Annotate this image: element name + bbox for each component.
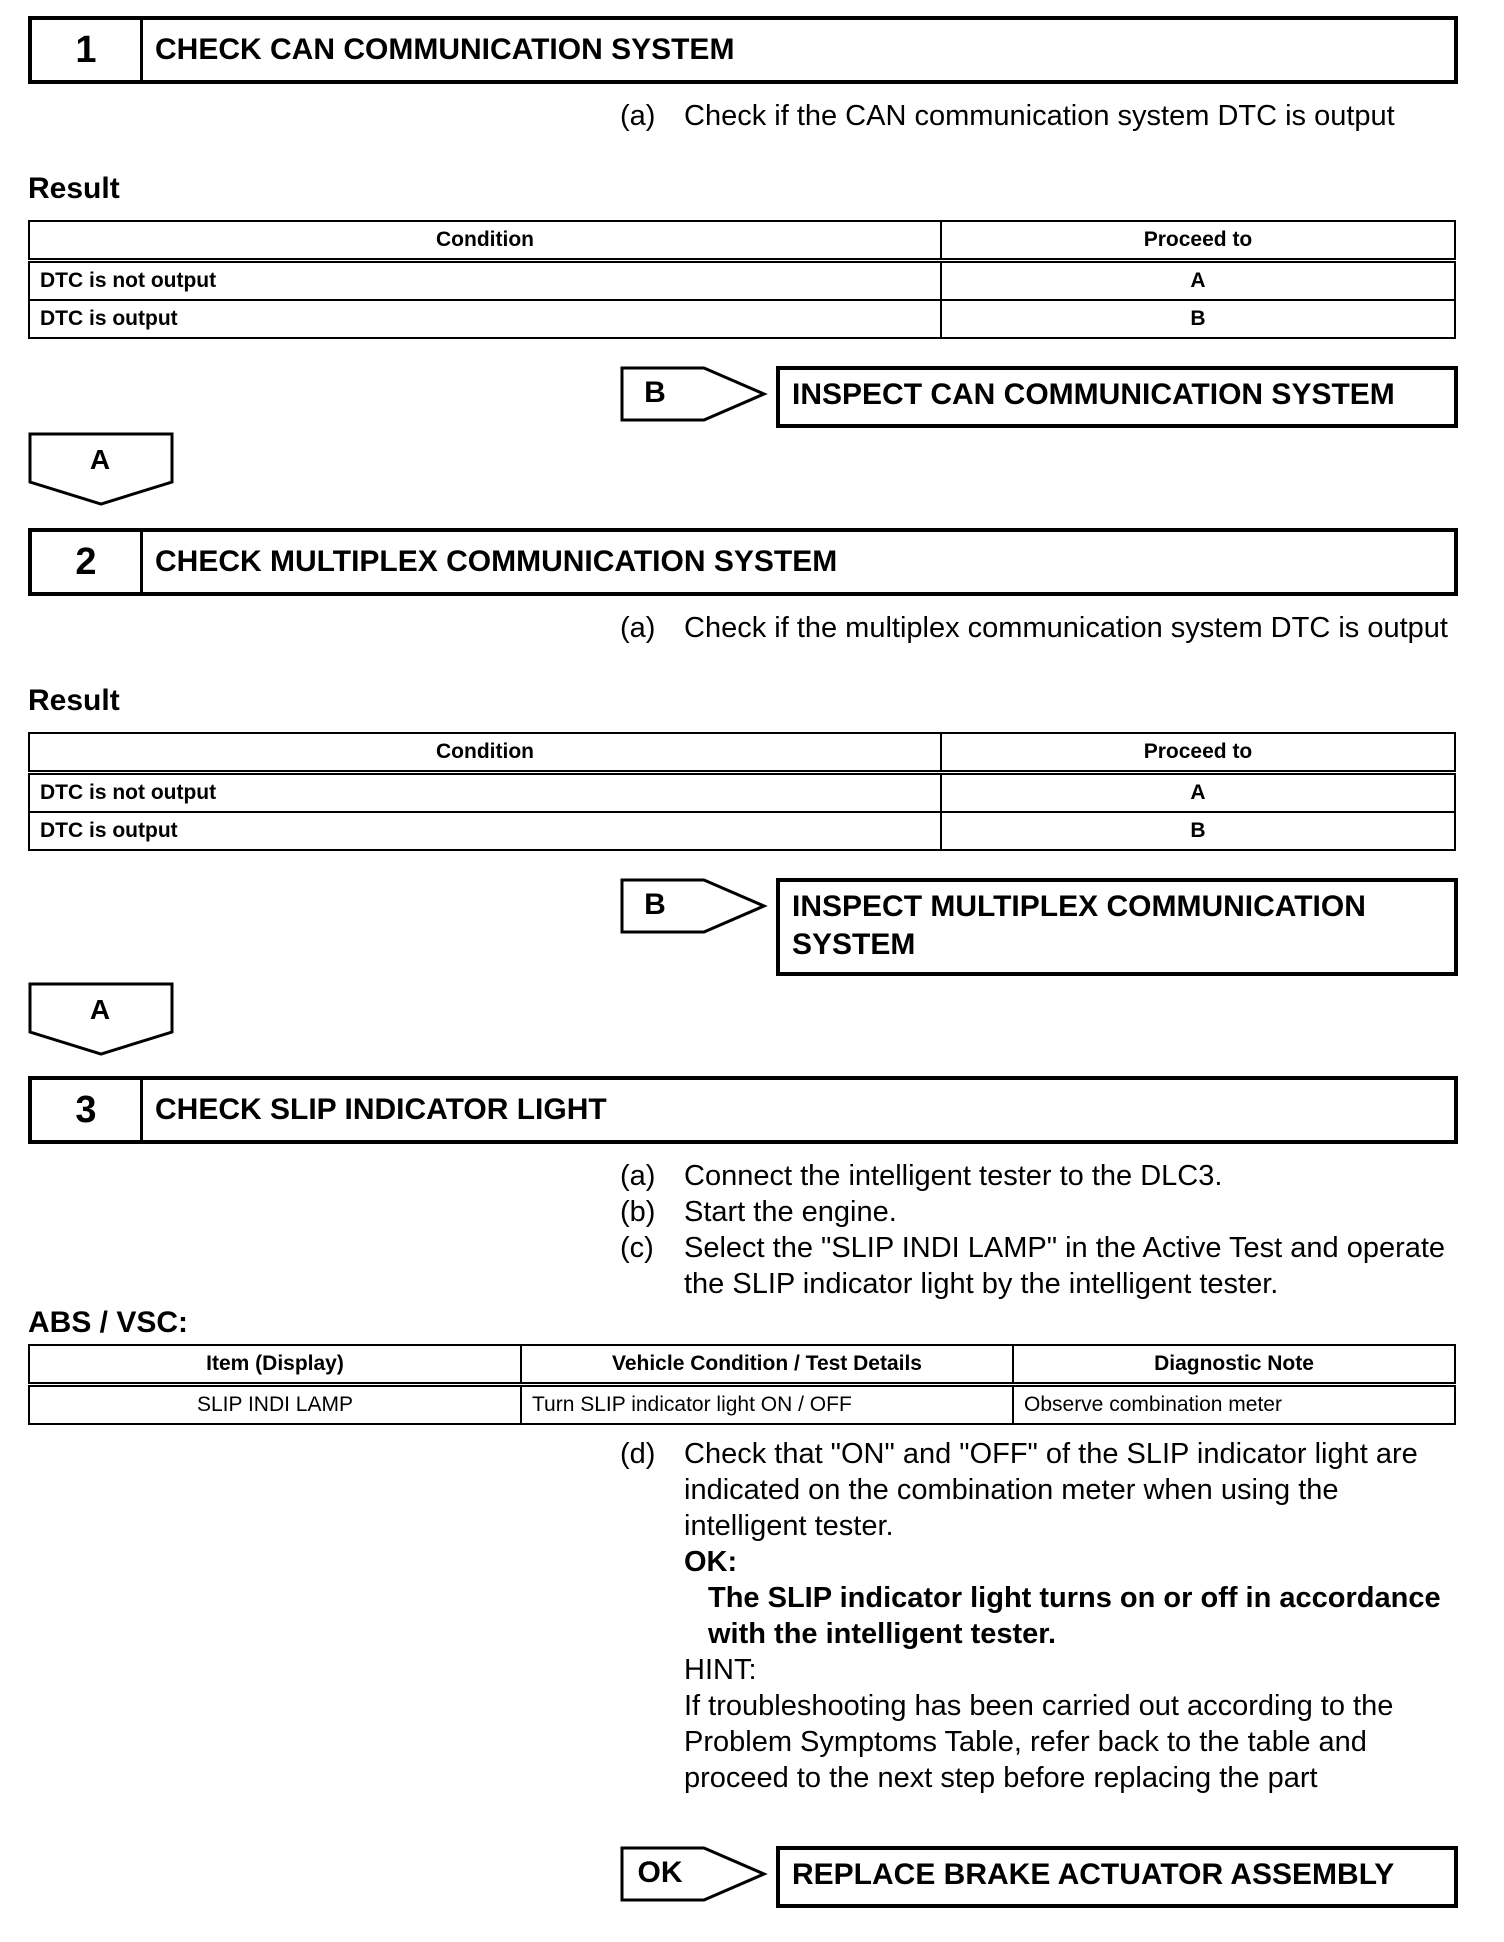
instruction-label: (d)	[620, 1438, 656, 1470]
result-label: Result	[28, 172, 120, 205]
instruction-item	[620, 610, 1460, 646]
table-header: Diagnostic Note	[1013, 1345, 1455, 1385]
table-cell: DTC is output	[29, 812, 941, 850]
result-table	[28, 732, 1456, 851]
table-cell: SLIP INDI LAMP	[29, 1385, 521, 1425]
table-row	[29, 812, 1455, 850]
next-arrow	[28, 432, 174, 511]
table-cell: A	[941, 261, 1455, 301]
instruction-text: Select the "SLIP INDI LAMP" in the Active Test and operate the SLIP indicator light by the intelligent tester.	[684, 1232, 1446, 1300]
section-label: ABS / VSC:	[28, 1306, 189, 1339]
table-header: Proceed to	[941, 733, 1455, 773]
branch-target: REPLACE BRAKE ACTUATOR ASSEMBLY	[776, 1846, 1458, 1908]
step-3-header	[28, 1076, 1458, 1144]
step-number: 3	[32, 1080, 143, 1140]
table-cell: DTC is not output	[29, 773, 941, 813]
instruction-item	[620, 1436, 1460, 1796]
result-table	[28, 220, 1456, 339]
table-header-row	[29, 733, 1455, 773]
table-cell: Observe combination meter	[1013, 1385, 1455, 1425]
instruction-text: Start the engine.	[684, 1196, 897, 1228]
step-title: CHECK CAN COMMUNICATION SYSTEM	[155, 33, 735, 66]
hint-text: If troubleshooting has been carried out according to the Problem Symptoms Table, refer back to the table and proceed to the next step before replacing the part	[684, 1690, 1394, 1794]
instruction-label: (a)	[620, 100, 656, 132]
ok-arrow	[620, 1846, 768, 1902]
step-1-header	[28, 16, 1458, 84]
instruction-label: (b)	[620, 1196, 656, 1228]
table-header-row	[29, 221, 1455, 261]
branch-label: OK	[637, 1856, 683, 1889]
table-row	[29, 773, 1455, 813]
table-cell: A	[941, 773, 1455, 813]
instruction-label: (a)	[620, 612, 656, 644]
table-cell: DTC is not output	[29, 261, 941, 301]
table-row	[29, 1385, 1455, 1425]
step-2-header	[28, 528, 1458, 596]
table-cell: Turn SLIP indicator light ON / OFF	[521, 1385, 1013, 1425]
branch-label: B	[644, 888, 666, 921]
table-header: Condition	[29, 733, 941, 773]
instruction-text: Check if the multiplex communication system DTC is output	[684, 612, 1448, 644]
step-number: 1	[32, 20, 143, 80]
table-cell: B	[941, 300, 1455, 338]
table-row	[29, 261, 1455, 301]
branch-label: B	[644, 376, 666, 409]
table-header: Item (Display)	[29, 1345, 521, 1385]
branch-target: INSPECT CAN COMMUNICATION SYSTEM	[776, 366, 1458, 428]
instruction-item	[620, 98, 1460, 134]
instruction-text: Check that "ON" and "OFF" of the SLIP indicator light are indicated on the combination meter when using the intelligent tester.	[684, 1438, 1418, 1542]
next-label: A	[89, 444, 111, 475]
branch-arrow	[620, 366, 768, 422]
instruction-item	[620, 1158, 1460, 1194]
step-3-instruction-d	[620, 1436, 1460, 1796]
next-arrow	[28, 982, 174, 1061]
table-cell: DTC is output	[29, 300, 941, 338]
hint-label: HINT:	[684, 1654, 757, 1686]
ok-label: OK:	[684, 1546, 738, 1578]
step-title: CHECK MULTIPLEX COMMUNICATION SYSTEM	[155, 545, 838, 578]
result-label: Result	[28, 684, 120, 717]
branch-arrow	[620, 878, 768, 934]
instruction-text: Check if the CAN communication system DTC is output	[684, 100, 1395, 132]
step-3-instructions	[620, 1158, 1460, 1302]
instruction-label: (a)	[620, 1160, 656, 1192]
table-cell: B	[941, 812, 1455, 850]
table-row	[29, 300, 1455, 338]
table-header-row	[29, 1345, 1455, 1385]
instruction-label: (c)	[620, 1232, 654, 1264]
instruction-item	[620, 1194, 1460, 1230]
branch-target: INSPECT MULTIPLEX COMMUNICATION SYSTEM	[776, 878, 1458, 976]
step-title: CHECK SLIP INDICATOR LIGHT	[155, 1093, 607, 1126]
table-header: Condition	[29, 221, 941, 261]
table-header: Proceed to	[941, 221, 1455, 261]
step-number: 2	[32, 532, 143, 592]
next-label: A	[89, 994, 111, 1025]
instruction-body	[684, 1436, 1460, 1796]
step-1-instructions	[620, 98, 1460, 134]
active-test-table	[28, 1344, 1456, 1425]
table-header: Vehicle Condition / Test Details	[521, 1345, 1013, 1385]
instruction-item	[620, 1230, 1460, 1302]
instruction-text: Connect the intelligent tester to the DLC3.	[684, 1160, 1223, 1192]
ok-criteria: The SLIP indicator light turns on or off in accordance with the intelligent tester.	[708, 1582, 1441, 1650]
step-2-instructions	[620, 610, 1460, 646]
